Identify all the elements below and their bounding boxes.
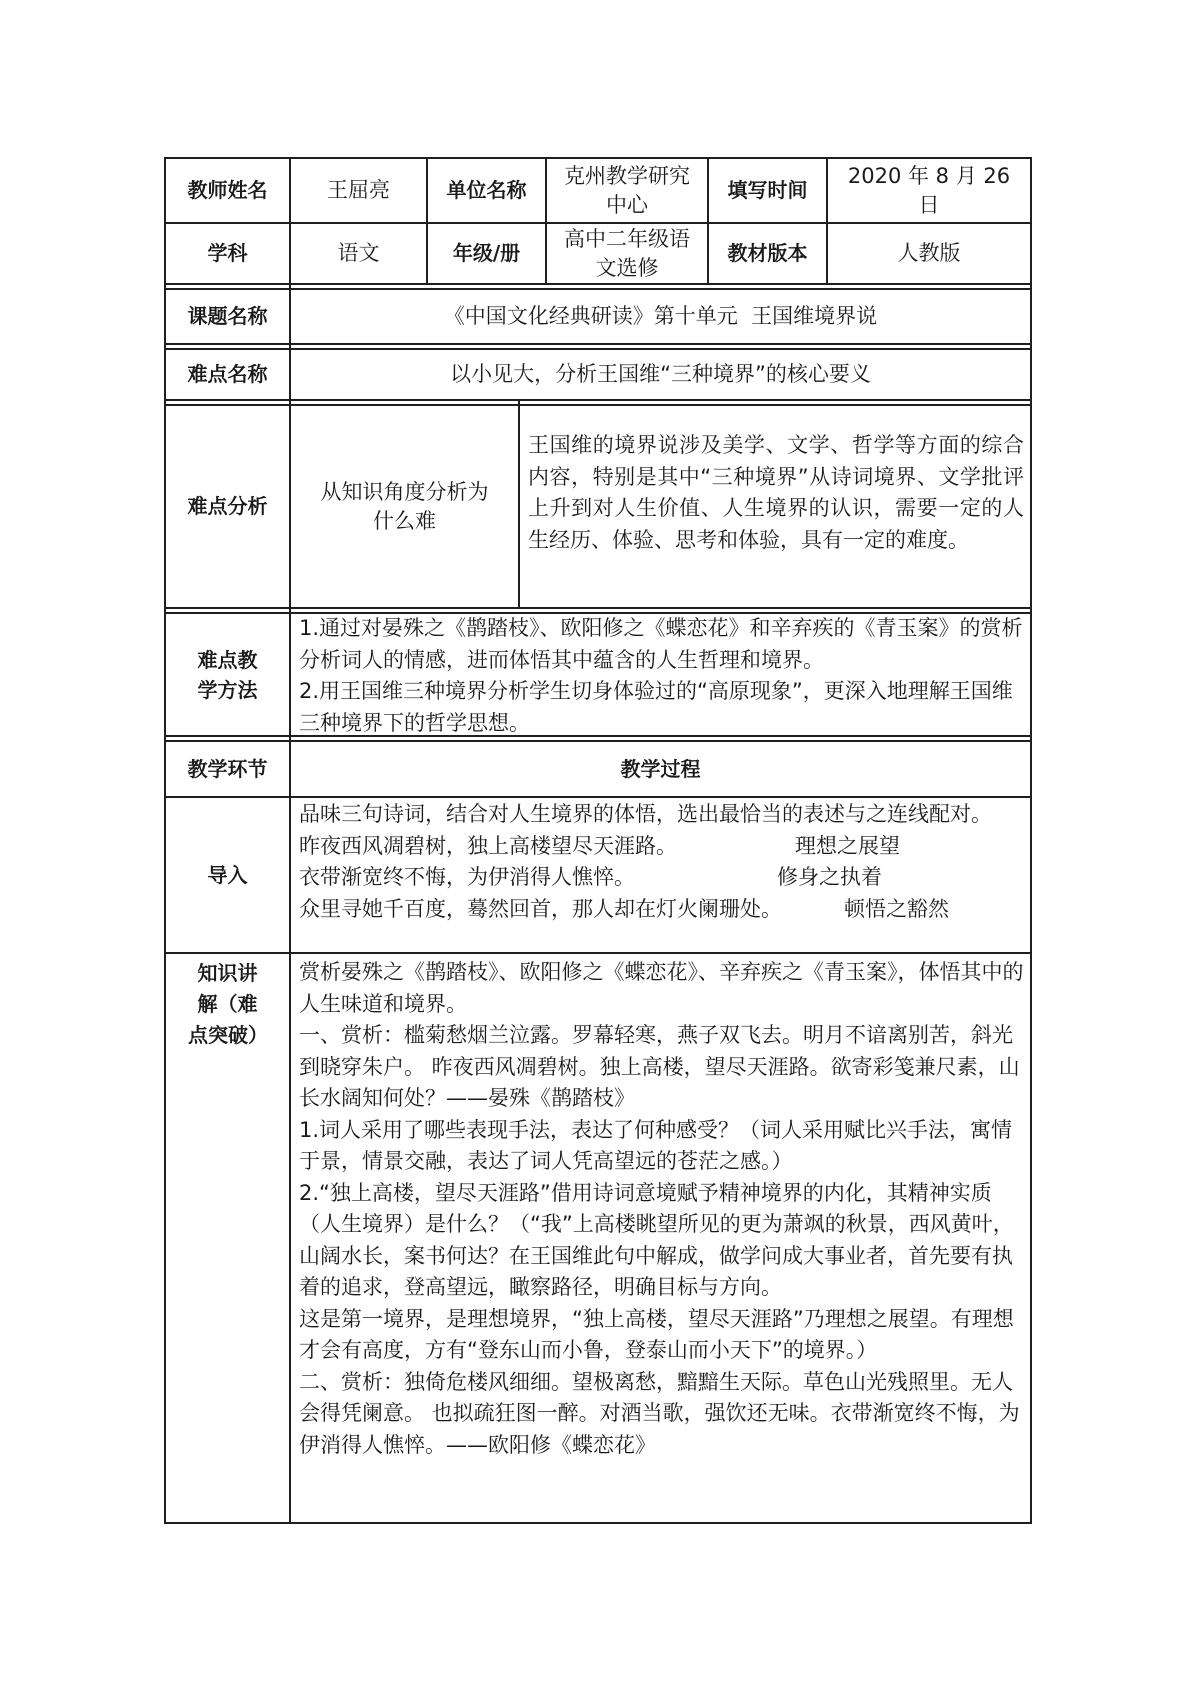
intro-verse: 昨夜西风凋碧树，独上高楼望尽天涯路。 (299, 833, 677, 858)
intro-meaning: 顿悟之豁然 (844, 896, 949, 921)
knowledge-paragraph: 一、赏析：槛菊愁烟兰泣露。罗幕轻寒，燕子双飞去。明月不谙离别苦，斜光到晓穿朱户。 昨夜西风凋碧树。独上高楼，望尽天涯路。欲寄彩笺兼尺素，山长水阔知何处？——晏殊《鹊踏枝》 (299, 1023, 1020, 1110)
table-rule (164, 607, 1032, 609)
subject-label: 学科 (207, 241, 248, 265)
method-item: 2.用王国维三种境界分析学生切身体验过的“高原现象”，更深入地理解王国维三种境界下的哲学思想。 (299, 679, 1013, 735)
knowledge-paragraph: 二、赏析：独倚危楼风细细。望极离愁，黯黯生天际。草色山光残照里。无人会得凭阑意。 也拟疏狂图一醉。对酒当歌，强饮还无味。衣带渐宽终不悔，为伊消得人憔悴。——欧阳修《蝶恋花》 (299, 1369, 1020, 1457)
topic-label: 课题名称 (187, 304, 268, 328)
intro-verse: 众里寻她千百度，蓦然回首，那人却在灯火阑珊处。 (299, 896, 782, 921)
knowledge-paragraph: 2.“独上高楼，望尽天涯路”借用诗词意境赋予精神境界的内化，其精神实质（人生境界）是什么？（“我”上高楼眺望所见的更为萧飒的秋景，西风黄叶，山阔水长，案书何达？在王国维此句中解成，做学问成大事业者，首先要有执着的追求，登高望远，瞰察路径，明确目标与方向。 (299, 1180, 1014, 1299)
knowledge-content (299, 957, 1025, 1461)
knowledge-paragraph: 1.词人采用了哪些表现手法，表达了何种感受？（词人采用赋比兴手法，寓情于景，情景交融，表达了词人凭高望远的苍茫之感。） (299, 1117, 1013, 1173)
table-rule (164, 796, 1032, 798)
date-value: 2020 年 8 月 26 日 (847, 163, 1011, 217)
table-rule (164, 952, 1032, 954)
table-border-bottom (164, 1522, 1032, 1524)
intro-pair (299, 894, 1025, 926)
table-border-right (1030, 157, 1032, 1524)
difficulty-value: 以小见大，分析王国维“三种境界”的核心要义 (450, 362, 871, 386)
edition-label: 教材版本 (727, 241, 808, 265)
intro-label: 导入 (207, 862, 248, 887)
intro-verse: 衣带渐宽终不悔，为伊消得人憔悴。 (299, 865, 635, 889)
table-rule (164, 343, 1032, 345)
knowledge-label: 知识讲解（难点突破） (188, 961, 268, 1047)
date-label: 填写时间 (727, 178, 808, 202)
topic-value: 《中国文化经典研读》第十单元 王国维境界说 (443, 304, 878, 328)
subject-value: 语文 (337, 241, 380, 265)
intro-content (299, 799, 1025, 925)
intro-meaning: 修身之执着 (777, 865, 882, 889)
unit-value: 克州教学研究中心 (564, 163, 690, 217)
unit-label: 单位名称 (446, 178, 527, 202)
table-rule (164, 283, 1032, 285)
teacher-value: 王屈亮 (327, 178, 390, 202)
analysis-question: 从知识角度分析为什么难 (320, 479, 489, 533)
analysis-label: 难点分析 (187, 494, 268, 518)
intro-meaning: 理想之展望 (795, 833, 900, 858)
process-title: 教学过程 (620, 756, 701, 781)
process-label: 教学环节 (187, 756, 268, 781)
difficulty-label: 难点名称 (187, 362, 268, 386)
grade-value: 高中二年级语文选修 (564, 226, 690, 280)
method-item: 1.通过对晏殊之《鹊踏枝》、欧阳修之《蝶恋花》和辛弃疾的《青玉案》的赏析分析词人的情感，进而体悟其中蕴含的人生哲理和境界。 (299, 616, 1023, 672)
table-rule (164, 399, 1032, 401)
grade-label: 年级/册 (452, 241, 521, 265)
edition-value: 人教版 (897, 241, 961, 265)
teacher-label: 教师姓名 (187, 178, 268, 202)
intro-pair (299, 831, 1025, 863)
method-list (299, 613, 1025, 739)
knowledge-paragraph: 赏析晏殊之《鹊踏枝》、欧阳修之《蝶恋花》、辛弃疾之《青玉案》，体悟其中的人生味道和境界。 (299, 960, 1024, 1016)
method-label: 难点教学方法 (197, 647, 258, 702)
intro-prompt: 品味三句诗词，结合对人生境界的体悟，选出最恰当的表述与之连线配对。 (299, 802, 992, 826)
knowledge-paragraph: 这是第一境界，是理想境界，“独上高楼，望尽天涯路”乃理想之展望。有理想才会有高度，方有“登东山而小鲁，登泰山而小天下”的境界。） (299, 1306, 1014, 1362)
analysis-answer: 王国维的境界说涉及美学、文学、哲学等方面的综合内容，特别是其中“三种境界”从诗词境界、文学批评上升到对人生价值、人生境界的认识，需要一定的人生经历、体验、思考和体验，具有一定的难度。 (528, 433, 1024, 552)
table-rule-vertical (518, 401, 520, 609)
intro-pair (299, 862, 1025, 894)
